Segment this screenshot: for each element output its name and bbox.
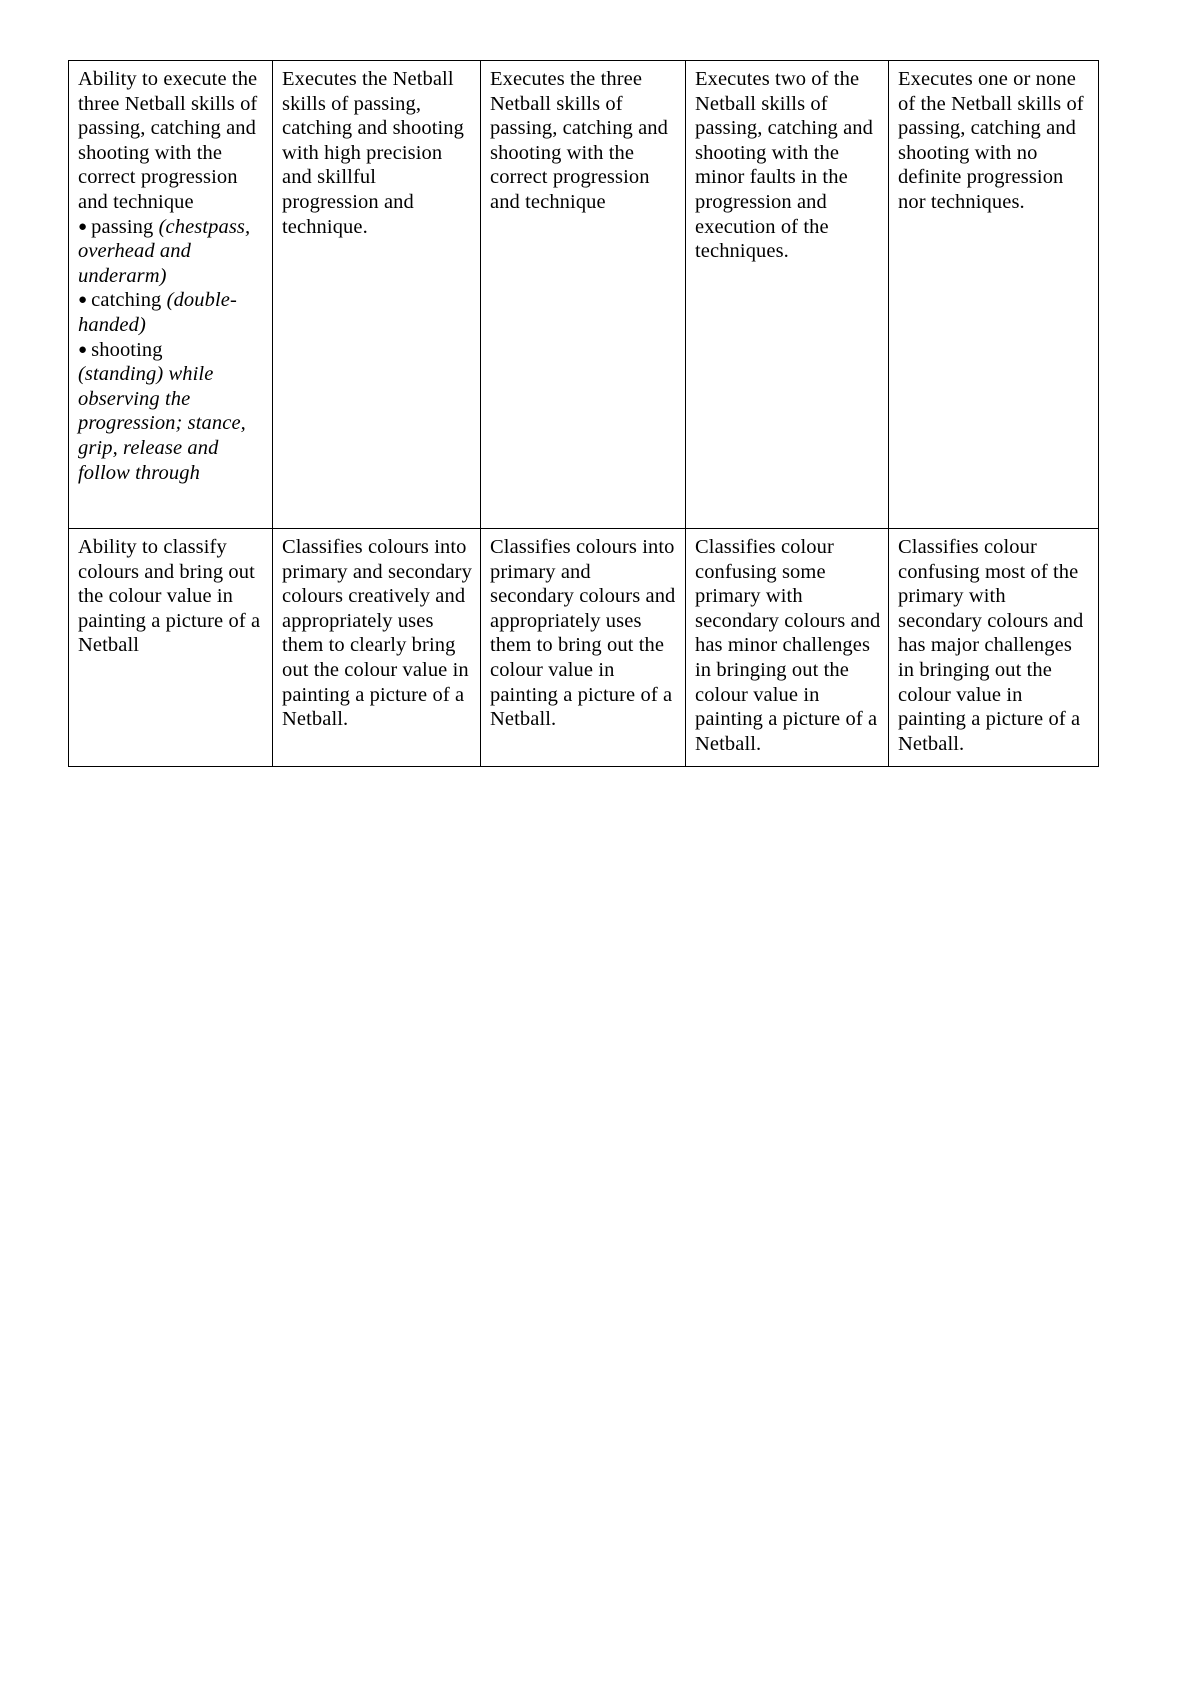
- level-descriptor: Classifies colours into primary and secondary colours creatively and appropriately uses them to clearly bring out the colour value in painting a picture of a Netball.: [282, 536, 472, 731]
- level-cell-2: [481, 61, 686, 529]
- assessment-rubric-table: [68, 60, 1099, 767]
- criterion-cell-colour-classification: [69, 529, 273, 767]
- list-item-label: catching: [91, 289, 167, 312]
- table-row: [69, 61, 1099, 529]
- level-cell-1: [273, 529, 481, 767]
- level-descriptor: Classifies colours into primary and secondary colours and appropriately uses them to bring out the colour value in painting a picture of a Netball.: [490, 536, 676, 731]
- level-descriptor: Classifies colour confusing most of the primary with secondary colours and has major challenges in bringing out the colour value in painting a picture of a Netball.: [898, 536, 1084, 755]
- level-descriptor: Executes the Netball skills of passing, catching and shooting with high precision and skillful progression and technique.: [282, 68, 465, 238]
- level-cell-2: [481, 529, 686, 767]
- list-item: [78, 338, 265, 363]
- level-descriptor: Executes two of the Netball skills of passing, catching and shooting with the minor faults in the progression and execution of the techniques.: [695, 68, 874, 263]
- level-cell-1: [273, 61, 481, 529]
- level-cell-3: [686, 529, 889, 767]
- level-descriptor: Executes the three Netball skills of passing, catching and shooting with the correct progression and technique: [490, 68, 669, 213]
- criterion-bullet-list: [78, 215, 265, 486]
- list-item-label: shooting: [91, 338, 163, 361]
- bullet-dot-icon: ●: [78, 292, 88, 309]
- list-item-label: passing: [91, 215, 159, 238]
- level-descriptor: Executes one or none of the Netball skills of passing, catching and shooting with no definite progression nor techniques.: [898, 68, 1084, 213]
- criterion-heading: Ability to execute the three Netball skills of passing, catching and shooting with the correct progression and technique: [78, 68, 258, 213]
- list-item-detail: (chestpass, overhead and underarm): [78, 215, 251, 287]
- list-item: [78, 288, 265, 337]
- bullet-dot-icon: ●: [78, 341, 88, 358]
- list-item-detail: (double-handed): [78, 289, 237, 336]
- criterion-heading: Ability to classify colours and bring out the colour value in painting a picture of a Netball: [78, 536, 261, 657]
- level-descriptor: Classifies colour confusing some primary with secondary colours and has minor challenges in bringing out the colour value in painting a picture of a Netball.: [695, 536, 881, 755]
- level-cell-4: [889, 61, 1099, 529]
- level-cell-3: [686, 61, 889, 529]
- criterion-cell-netball-skills: [69, 61, 273, 529]
- list-item-detail: (standing) while observing the progression; stance, grip, release and follow through: [78, 363, 246, 484]
- level-cell-4: [889, 529, 1099, 767]
- bullet-dot-icon: ●: [78, 218, 88, 235]
- table-row: [69, 529, 1099, 767]
- list-item: [78, 215, 265, 289]
